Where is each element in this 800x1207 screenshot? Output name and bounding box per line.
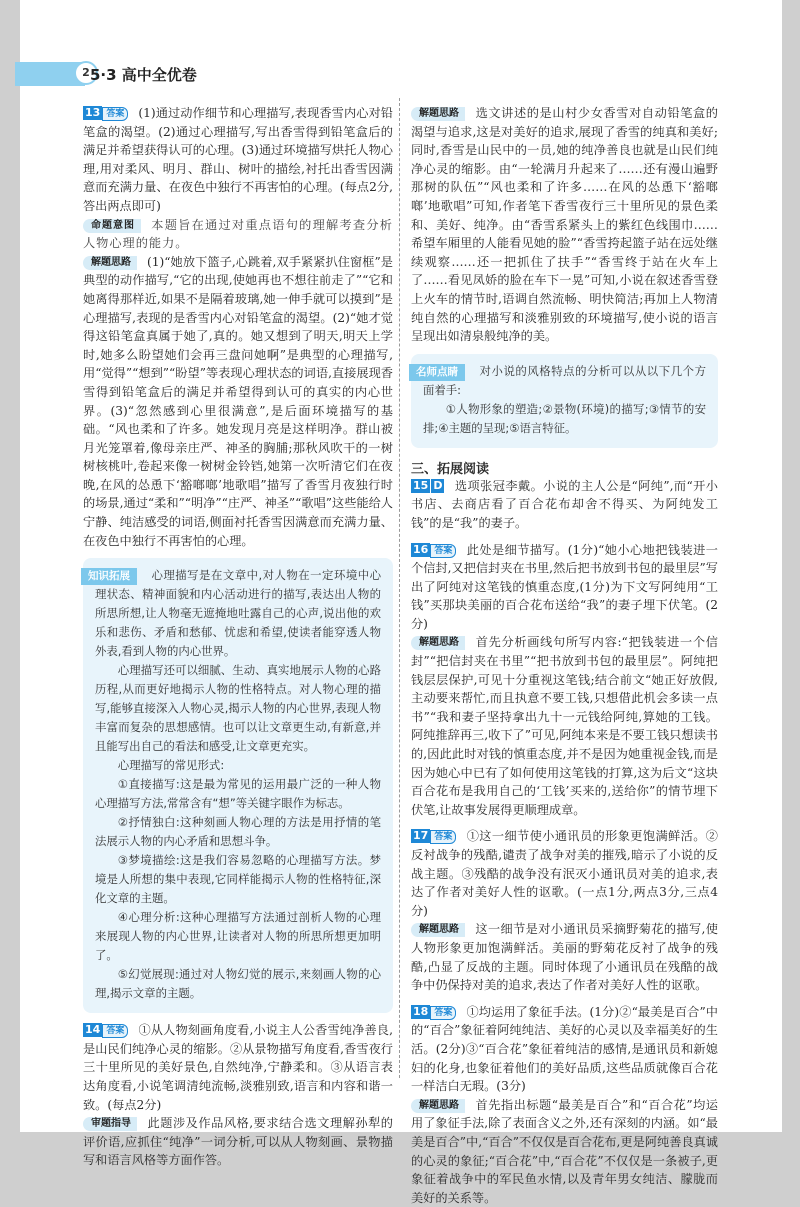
answer-badge: 答案 bbox=[430, 830, 456, 844]
answer-text: ①这一细节使小通讯员的形象更饱满鲜活。②反衬战争的残酷,谴责了战争对美的摧残,暗示了小说的反战主题。③残酷的战争没有泯灭小通讯员对美的追求,表达了作者对美好人性的讴歌。(一点1分,两点3分,三点4分) bbox=[411, 829, 718, 918]
choice-badge: D bbox=[433, 478, 443, 492]
approach-tag: 解题思路 bbox=[411, 1099, 465, 1113]
page bbox=[20, 0, 782, 1205]
intent-tag: 命题意图 bbox=[83, 219, 141, 233]
q17-approach bbox=[411, 920, 718, 994]
approach-tag: 解题思路 bbox=[411, 636, 465, 650]
teacher-p1: 对小说的风格特点的分析可以从以下几个方面着手: bbox=[423, 363, 706, 397]
answer-text: ①均运用了象征手法。(1分)②“最美是百合”中的“百合”象征着阿纯纯洁、美好的心灵以及幸福美好的生活。(2分)③“百合花”象征着纯洁的感情,是通讯员和新媳妇的化身,也象征着他们的美好品质,这些品质就像百合花一样洁白无瑕。(3分) bbox=[411, 1004, 718, 1094]
q14-answer bbox=[83, 1021, 393, 1114]
answer-badge: 答案 bbox=[430, 1006, 456, 1020]
approach-text: 选文讲述的是山村少女香雪对自动铅笔盒的渴望与追求,这是对美好的追求,展现了香雪的纯真和美好;同时,香雪是山民中的一员,她的纯净善良也就是山民们纯净心灵的缩影。由“一轮满月升起来了……还有漫山遍野那树的队伍”“风也柔和了许多……在风的怂恿下‘豁啷啷’地歌唱”可知,作者笔下香雪夜行三十里所见的景色柔和、美好、纯净。由“香雪系紧头上的紫红色线围巾……希望车厢里的人能看见她的脸”“香雪挎起篮子站在远处继续观察……还一把抓住了扶手”“香雪终于站在火车上了……看见凤娇的脸在车下一晃”可知,小说在叙述香雪登上火车的情节时,语调自然流畅、明快简洁;再加上人物清纯自然的心理描写和淡雅别致的环境描写,使小说的语言呈现出如清泉般纯净的美。 bbox=[411, 106, 718, 344]
knowledge-box bbox=[83, 558, 393, 1013]
knowledge-p6: ③梦境描绘:这是我们容易忽略的心理描写方法。梦境是人所想的集中表现,它同样能揭示人物的性格特征,深化文章的主题。 bbox=[95, 853, 381, 906]
question-number: 15 bbox=[413, 478, 429, 492]
question-number: 17 bbox=[413, 829, 429, 843]
column-divider bbox=[399, 98, 400, 1078]
knowledge-p2: 心理描写还可以细腻、生动、真实地展示人物的心路历程,从而更好地揭示人物的性格特点。对人物心理的描写,能够直接深入人物心灵,揭示人物的内心世界,表现人物丰富而复杂的思想感情。也可以让文章更生动,有新意,并且能写出自己的看法和感受,让文章更充实。 bbox=[95, 663, 381, 754]
approach-text: 这一细节是对小通讯员采摘野菊花的描写,使人物形象更加饱满鲜活。美丽的野菊花反衬了战争的残酷,凸显了反战的主题。同时体现了小通讯员在残酷的战争中仍保持对美的追求,表达了作者对美好人性的讴歌。 bbox=[411, 922, 718, 993]
section-title: 三、拓展阅读 bbox=[411, 461, 490, 477]
approach-text: 首先指出标题“最美是百合”和“百合花”均运用了象征手法,除了表面含义之外,还有深刻的内涵。如“最美是百合”中,“百合”不仅仅是百合花布,更是阿纯善良真诚的心灵的象征;“百合花”中,“百合花”不仅仅是一条被子,更象征着战争中的军民鱼水情,以及青年男女纯洁、朦胧而美好的关系等。 bbox=[411, 1097, 718, 1205]
question-number: 18 bbox=[413, 1004, 429, 1018]
knowledge-p5: ②抒情独白:这种刻画人物心理的方法是用抒情的笔法展示人物的内心矛盾和思想斗争。 bbox=[95, 815, 381, 849]
approach-text: (1)“她放下篮子,心跳着,双手紧紧扒住窗框”是典型的动作描写,“它的出现,使她再也不想往前走了”“它和她离得那样近,如果不是隔着玻璃,她一伸手就可以摸到”是心理描写,表现的是香雪内心对铅笔盒的渴望。(2)“她才觉得这铅笔盒真属于她了,真的。她又想到了明天,明天上学时,她多么盼望她们会再三盘问她啊”是典型的心理描写,用“觉得”“想到”“盼望”等表现心理状态的词语,直接展现香雪得到铅笔盒后的满足并希望得到认可的真实的内心世界。(3)“忽然感到心里很满意”,是后面环境描写的基础。“风也柔和了许多。她发现月亮是这样明净。群山被月光笼罩着,像母亲庄严、神圣的胸脯;那秋风吹干的一树树核桃叶,卷起来像一树树金铃铛,她第一次听清它们在夜晚,在风的怂恿下‘豁啷啷’地歌唱”描写了香雪月夜独行时的场景,通过“柔和”“明净”“庄严、神圣”“歌唱”这些能给人宁静、纯洁感受的词语,侧面衬托香雪因满意而充满力量、在夜色中独行不再害怕的心理。 bbox=[83, 254, 393, 548]
knowledge-p8: ⑤幻觉展现:通过对人物幻觉的展示,来刻画人物的心理,揭示文章的主题。 bbox=[95, 967, 381, 1001]
q14-approach bbox=[411, 104, 718, 346]
q16-approach bbox=[411, 633, 718, 819]
left-column bbox=[83, 104, 393, 1170]
answer-badge: 答案 bbox=[430, 544, 456, 558]
right-column bbox=[411, 104, 718, 1207]
knowledge-p7: ④心理分析:这种心理描写方法通过剖析人物的心理来展现人物的内心世界,让读者对人物的所思所想更加明了。 bbox=[95, 910, 381, 963]
question-number: 14 bbox=[85, 1023, 101, 1037]
q18-approach bbox=[411, 1096, 718, 1207]
q14-guide bbox=[83, 1114, 393, 1170]
answer-text: (1)通过动作细节和心理描写,表现香雪内心对铅笔盒的渴望。(2)通过心理描写,写出香雪得到铅笔盒后的满足并希望获得认可的心理。(3)通过环境描写烘托人物心理,用对柔风、明月、群山、树叶的描绘,衬托出香雪因满意而充满力量、在夜色中独行不再害怕的心理。(每点2分,答出两点即可) bbox=[83, 106, 393, 213]
approach-text: 首先分析画线句所写内容:“把钱装进一个信封”“把信封夹在书里”“把书放到书包的最里层”。阿纯把钱层层保护,可见十分重视这笔钱;结合前文“她正好放假,主动要来帮忙,而且执意不要工钱,只想借此机会多读一点书”“我和妻子坚持拿出九十一元钱给阿纯,算她的工钱。阿纯推辞再三,收下了”可见,阿纯本来是不要工钱只想读书的,因此此时对钱的慎重态度,并不是因为她重视金钱,而是因为她心中已有了如何使用这笔钱的打算,这为后文“这块百合花布是我用自己的‘工钱’买来的,送给你”的情节埋下伏笔,让故事发展得更顺理成章。 bbox=[411, 635, 718, 817]
book-title: 5·3 高中全优卷 bbox=[90, 66, 197, 84]
q13-approach bbox=[83, 253, 393, 551]
knowledge-p3: 心理描写的常见形式: bbox=[117, 758, 225, 773]
knowledge-p1: 心理描写是在文章中,对人物在一定环境中心理状态、精神面貌和内心活动进行的描写,表达出人物的所思所想,让人物毫无遮掩地吐露自己的心声,说出他的欢乐和悲伤、矛盾和愁郁、忧虑和希望,使读者能穿透人物外表,看到人物的内心世界。 bbox=[95, 568, 381, 659]
question-number: 13 bbox=[85, 106, 101, 119]
answer-badge: 答案 bbox=[102, 1024, 128, 1038]
q13-answer bbox=[83, 104, 393, 216]
approach-tag: 解题思路 bbox=[83, 256, 137, 270]
q16-answer bbox=[411, 541, 718, 634]
guide-text: 此题涉及作品风格,要求结合选文理解孙犁的评价语,应抓住“纯净”一词分析,可以从人物刻画、景物描写和语言风格等方面作答。 bbox=[83, 1116, 393, 1168]
q17-answer bbox=[411, 827, 718, 920]
q15-answer bbox=[411, 477, 718, 533]
page-number: 2 bbox=[74, 61, 98, 85]
approach-tag: 解题思路 bbox=[411, 107, 465, 121]
teacher-p2: ①人物形象的塑造;②景物(环境)的描写;③情节的安排;④主题的呈现;⑤语言特征。 bbox=[423, 401, 706, 435]
answer-text: 选项张冠李戴。小说的主人公是“阿纯”,而“开小书店、去商店看了百合花布却舍不得买、为阿纯发工钱”的是“我”的妻子。 bbox=[411, 478, 718, 530]
intent-text: 本题旨在通过对重点语句的理解考查分析人物心理的能力。 bbox=[83, 217, 393, 251]
approach-tag: 解题思路 bbox=[411, 923, 465, 937]
teacher-tag: 名师点睛 bbox=[409, 364, 465, 381]
guide-tag: 审题指导 bbox=[83, 1117, 137, 1131]
q18-answer bbox=[411, 1003, 718, 1096]
knowledge-p4: ①直接描写:这是最为常见的运用最广泛的一种人物心理描写方法,常常含有“想”等关键字眼作为标志。 bbox=[95, 777, 381, 811]
answer-text: 此处是细节描写。(1分)“她小心地把钱装进一个信封,又把信封夹在书里,然后把书放到书包的最里层”写出了阿纯对这笔钱的慎重态度,(1分)为下文写阿纯用“工钱”买那块美丽的百合花布送给“我”的妻子埋下伏笔。(2分) bbox=[411, 542, 718, 631]
answer-badge: 答案 bbox=[102, 107, 128, 121]
question-number: 16 bbox=[413, 542, 429, 556]
q13-intent bbox=[83, 216, 393, 253]
teacher-box bbox=[411, 354, 718, 448]
knowledge-tag: 知识拓展 bbox=[81, 568, 137, 585]
answer-text: ①从人物刻画角度看,小说主人公香雪纯净善良,是山民们纯净心灵的缩影。②从景物描写角度看,香雪夜行三十里所见的美好景色,自然纯净,宁静柔和。③从语言表达角度看,小说笔调清纯流畅,淡雅别致,语言和内容和谐一致。(每点2分) bbox=[83, 1023, 393, 1112]
